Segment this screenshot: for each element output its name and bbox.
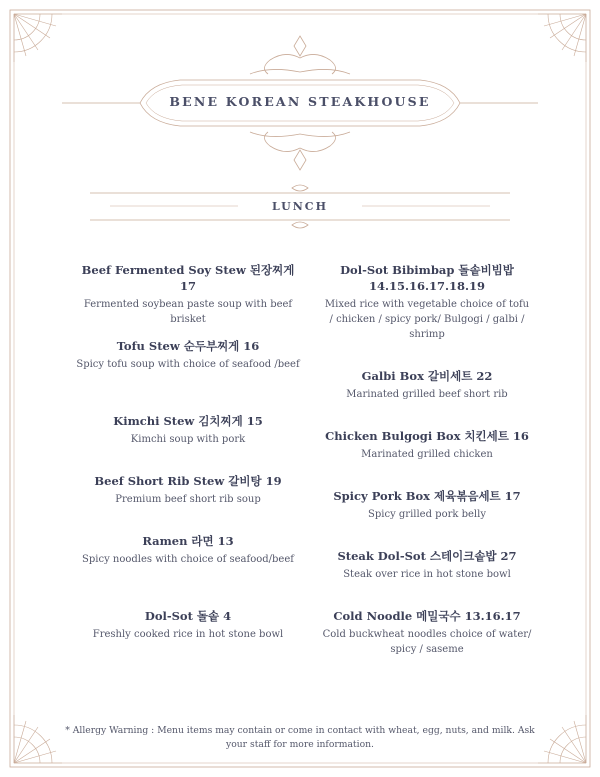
menu-item: [73, 338, 303, 372]
menu-item-description: Freshly cooked rice in hot stone bowl: [92, 629, 284, 640]
corner-ornament-bottom-left: [14, 715, 62, 763]
menu-item: [73, 413, 303, 447]
menu-item: [73, 473, 303, 507]
menu-item-description: Spicy tofu soup with choice of seafood /beef: [76, 359, 300, 370]
menu-item-name: Kimchi Stew 김치찌게 15: [113, 414, 263, 428]
menu-item-name: Ramen 라면 13: [142, 534, 234, 548]
menu-item-name: Tofu Stew 순두부찌게 16: [116, 339, 260, 353]
menu-item: [312, 608, 542, 657]
section-title-lunch: LUNCH: [272, 200, 328, 213]
menu-item-name: Galbi Box 갈비세트 22: [361, 369, 493, 383]
menu-item-name: Chicken Bulgogi Box 치킨세트 16: [325, 429, 529, 443]
menu-item: [312, 368, 542, 402]
menu-item-name: Dol-Sot 돌솥 4: [144, 609, 232, 623]
restaurant-name: BENE KOREAN STEAKHOUSE: [169, 94, 431, 109]
corner-ornament-top-left: [14, 14, 62, 62]
menu-item-description: Kimchi soup with pork: [130, 434, 246, 445]
menu-item-name: Steak Dol-Sot 스테이크솥밥 27: [337, 549, 517, 563]
menu-item-description: Marinated grilled beef short rib: [346, 389, 508, 400]
menu-item: [73, 533, 303, 567]
menu-item: [73, 262, 303, 327]
menu-item-name: Dol-Sot Bibimbap 돌솥비빔밥 14.15.16.17.18.19: [340, 263, 514, 293]
menu-item-name: Beef Fermented Soy Stew 된장찌게 17: [81, 263, 295, 293]
menu-item-name: Beef Short Rib Stew 갈비탕 19: [94, 474, 282, 488]
menu-item: [312, 488, 542, 522]
menu-item-description: Spicy grilled pork belly: [368, 509, 486, 520]
menu-item-description: Premium beef short rib soup: [115, 494, 261, 505]
menu-item-description: Spicy noodles with choice of seafood/beef: [82, 554, 294, 565]
menu-item: [312, 428, 542, 462]
menu-item-description: Fermented soybean paste soup with beef brisket: [83, 299, 293, 325]
menu-item-name: Spicy Pork Box 제육볶음세트 17: [333, 489, 521, 503]
menu-item-description: Steak over rice in hot stone bowl: [343, 569, 511, 580]
menu-item-description: Cold buckwheat noodles choice of water/ spicy / saseme: [322, 629, 532, 655]
corner-ornament-bottom-right: [538, 715, 586, 763]
menu-item-description: Marinated grilled chicken: [361, 449, 493, 460]
corner-ornament-top-right: [538, 14, 586, 62]
menu-item: [312, 548, 542, 582]
menu-item-description: Mixed rice with vegetable choice of tofu / chicken / spicy pork/ Bulgogi / galbi / shrimp: [324, 299, 530, 340]
allergy-warning: * Allergy Warning : Menu items may contain or come in contact with wheat, egg, nuts, and milk. Ask your staff for more information.: [65, 725, 535, 750]
menu-item: [73, 608, 303, 642]
menu-item-name: Cold Noodle 메밀국수 13.16.17: [333, 609, 521, 623]
menu-item: [312, 262, 542, 342]
